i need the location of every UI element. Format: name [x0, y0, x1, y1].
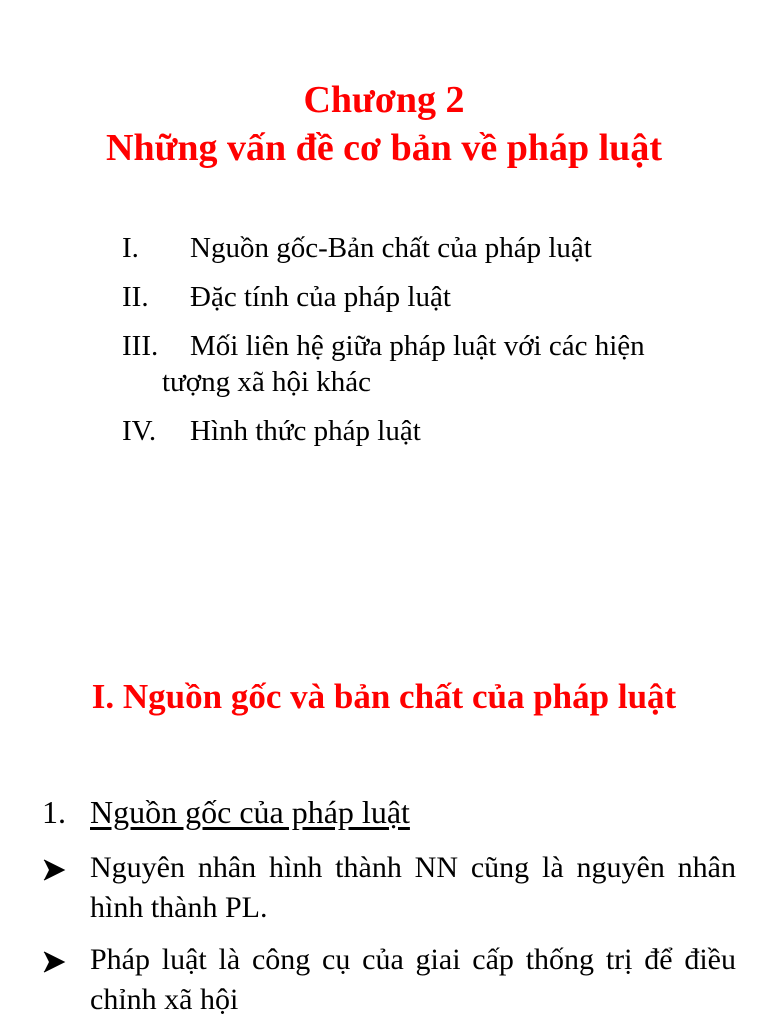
toc-item-number: III. [122, 330, 159, 362]
bullet-list [42, 848, 736, 1032]
list-item [42, 848, 736, 928]
toc-item-label: Hình thức pháp luật [190, 415, 421, 447]
subsection-title: Nguồn gốc của pháp luật [90, 794, 410, 830]
chapter-number: Chương 2 [303, 79, 465, 121]
toc-item-label: Đặc tính của pháp luật [190, 281, 451, 313]
list-item [42, 940, 736, 1020]
toc-item [122, 413, 742, 449]
arrowhead-bullet-icon [42, 940, 90, 1020]
toc-item [122, 328, 742, 400]
toc-item-label: Nguồn gốc-Bản chất của pháp luật [190, 232, 592, 264]
bullet-text: Nguyên nhân hình thành NN cũng là nguyên nhân hình thành PL. [90, 851, 736, 924]
slide-origin-and-nature [0, 640, 768, 1024]
chapter-name: Những vấn đề cơ bản về pháp luật [106, 127, 662, 169]
chapter-title [0, 76, 768, 172]
arrowhead-bullet-icon [42, 848, 90, 928]
subsection-number: 1. [42, 794, 66, 830]
toc-item [122, 230, 742, 266]
subsection-heading [42, 792, 410, 832]
table-of-contents [122, 230, 742, 462]
toc-item [122, 279, 742, 315]
toc-item-number: II. [122, 281, 149, 313]
section-title: I. Nguồn gốc và bản chất của pháp luật [91, 677, 677, 716]
toc-item-number: IV. [122, 415, 157, 447]
bullet-text: Pháp luật là công cụ của giai cấp thống trị để điều chỉnh xã hội [90, 943, 736, 1016]
toc-item-label: Mối liên hệ giữa pháp luật với các hiện [190, 330, 645, 362]
toc-item-number: I. [122, 232, 139, 264]
toc-item-label-continued: tượng xã hội khác [162, 366, 372, 398]
toc-item-label-wrap [162, 328, 742, 400]
